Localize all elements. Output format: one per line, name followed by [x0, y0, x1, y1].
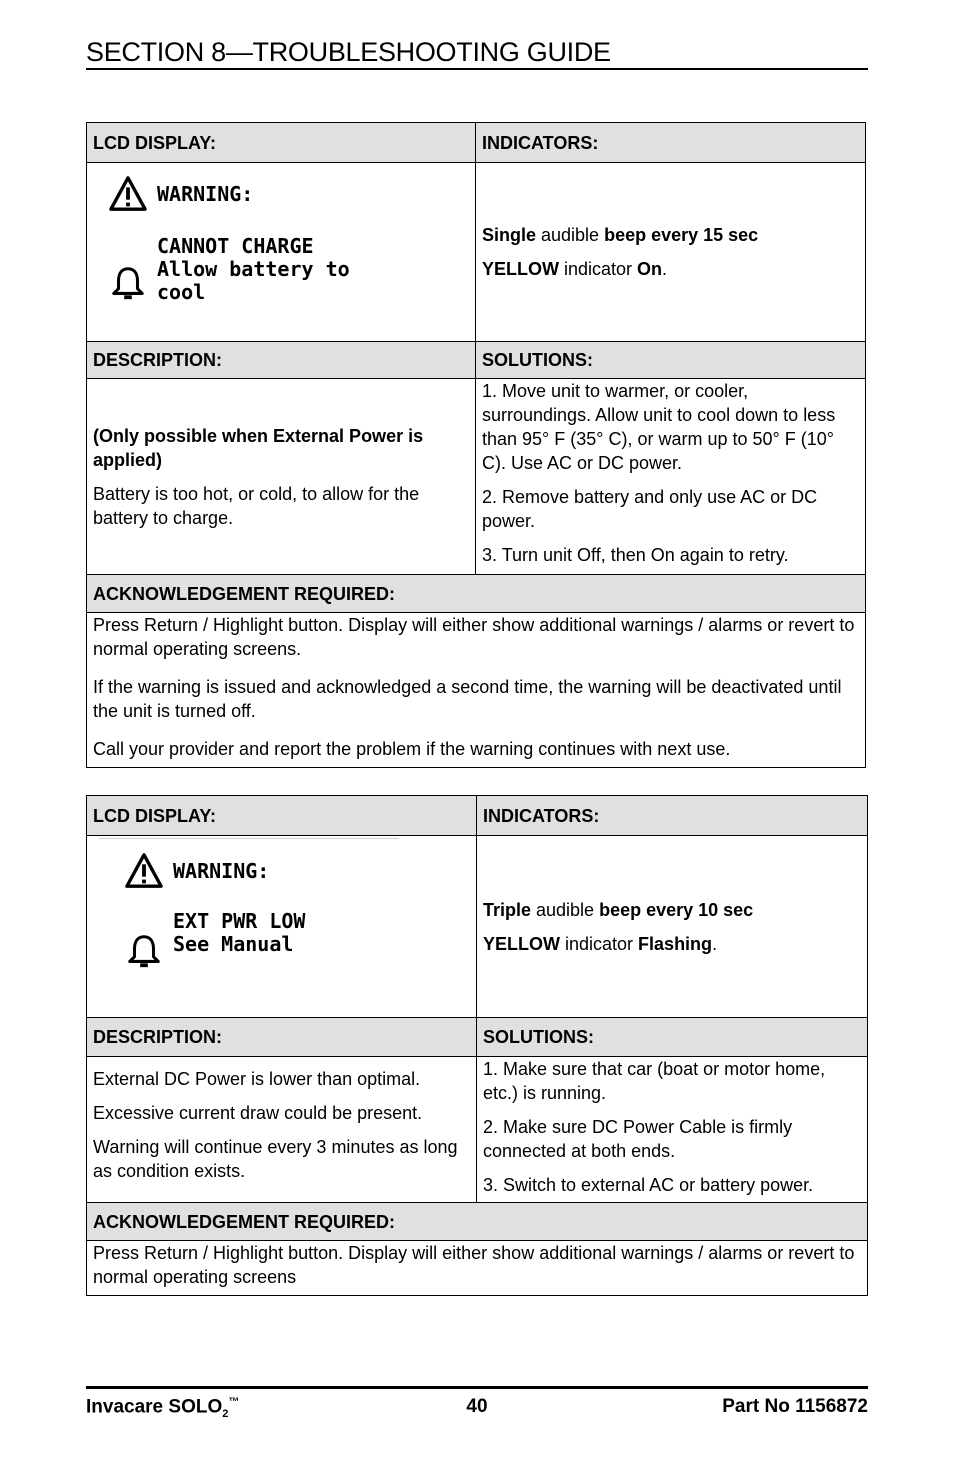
lcd-display-cell — [87, 163, 476, 342]
section-title: SECTION 8—TROUBLESHOOTING GUIDE — [86, 36, 868, 70]
description-cell — [87, 379, 476, 575]
description-header: DESCRIPTION: — [87, 342, 476, 379]
acknowledgement-cell — [87, 1241, 868, 1296]
solution-item: 1. Move unit to warmer, or cooler, surroundings. Allow unit to cool down to less than 95° F (35° C), or warm up to 50° F (10° C). Use AC or DC power. — [482, 381, 836, 473]
indicator-beep-line: Single audible beep every 15 sec — [482, 225, 759, 245]
footer-part-number: Part No 1156872 — [722, 1396, 868, 1417]
troubleshooting-table-2 — [86, 795, 868, 1296]
description-text: Warning will continue every 3 minutes as long as condition exists. — [93, 1137, 458, 1181]
lcd-display-cell — [87, 836, 477, 1018]
lcd-line-1: CANNOT CHARGE — [157, 234, 314, 258]
solutions-cell — [476, 379, 866, 575]
lcd-display-header: LCD DISPLAY: — [87, 796, 477, 836]
lcd-line-1: EXT PWR LOW — [173, 909, 306, 933]
solution-item: 2. Remove battery and only use AC or DC power. — [482, 487, 818, 531]
lcd-warning-text: WARNING: — [173, 858, 270, 883]
footer-product: Invacare $SOLO_2™$ — [86, 1396, 240, 1421]
indicators-cell — [476, 163, 866, 342]
indicator-light-line: YELLOW indicator On. — [482, 259, 668, 279]
acknowledgement-header: ACKNOWLEDGEMENT REQUIRED: — [87, 575, 866, 613]
indicators-cell — [477, 836, 868, 1018]
solutions-header: SOLUTIONS: — [476, 342, 866, 379]
description-header: DESCRIPTION: — [87, 1018, 477, 1057]
ack-text: Press Return / Highlight button. Display will either show additional warnings / alarms or revert to normal operating screens — [93, 1243, 855, 1287]
indicator-beep-line: Triple audible beep every 10 sec — [483, 899, 754, 920]
description-text: External DC Power is lower than optimal. — [93, 1069, 421, 1089]
solutions-cell — [477, 1057, 868, 1203]
lcd-line-2: See Manual — [173, 932, 294, 956]
lcd-display-header: LCD DISPLAY: — [87, 123, 476, 163]
description-text: Excessive current draw could be present. — [93, 1103, 423, 1123]
solution-item: 1. Make sure that car (boat or motor home, etc.) is running. — [483, 1059, 826, 1103]
warning-triangle-icon — [109, 175, 147, 213]
acknowledgement-cell — [87, 613, 866, 768]
description-text: Battery is too hot, or cold, to allow for the battery to charge. — [93, 483, 420, 528]
solution-item: 2. Make sure DC Power Cable is firmly connected at both ends. — [483, 1117, 793, 1161]
description-cell — [87, 1057, 477, 1203]
solution-item: 3. Turn unit Off, then On again to retry. — [482, 545, 789, 565]
ack-text: Call your provider and report the problem if the warning continues with next use. — [93, 739, 731, 759]
bell-icon — [125, 932, 163, 970]
lcd-line-2: Allow battery to — [157, 257, 350, 281]
lcd-line-3: cool — [157, 280, 206, 304]
description-condition: (Only possible when External Power is applied) — [93, 425, 424, 470]
bell-icon — [109, 264, 147, 302]
troubleshooting-table-1 — [86, 122, 866, 768]
indicators-header: INDICATORS: — [477, 796, 868, 836]
acknowledgement-header: ACKNOWLEDGEMENT REQUIRED: — [87, 1203, 868, 1241]
indicator-light-line: YELLOW indicator Flashing. — [483, 933, 718, 954]
footer-rule — [86, 1386, 868, 1389]
solution-item: 3. Switch to external AC or battery power. — [483, 1175, 814, 1195]
ack-text: Press Return / Highlight button. Display will either show additional warnings / alarms or revert to normal operating screens. — [93, 615, 855, 659]
footer-page-number: 40 — [466, 1396, 488, 1417]
lcd-warning-text: WARNING: — [157, 181, 254, 206]
ack-text: If the warning is issued and acknowledged a second time, the warning will be deactivated until the unit is turned off. — [93, 677, 842, 721]
indicators-header: INDICATORS: — [476, 123, 866, 163]
solutions-header: SOLUTIONS: — [477, 1018, 868, 1057]
warning-triangle-icon — [125, 852, 163, 890]
